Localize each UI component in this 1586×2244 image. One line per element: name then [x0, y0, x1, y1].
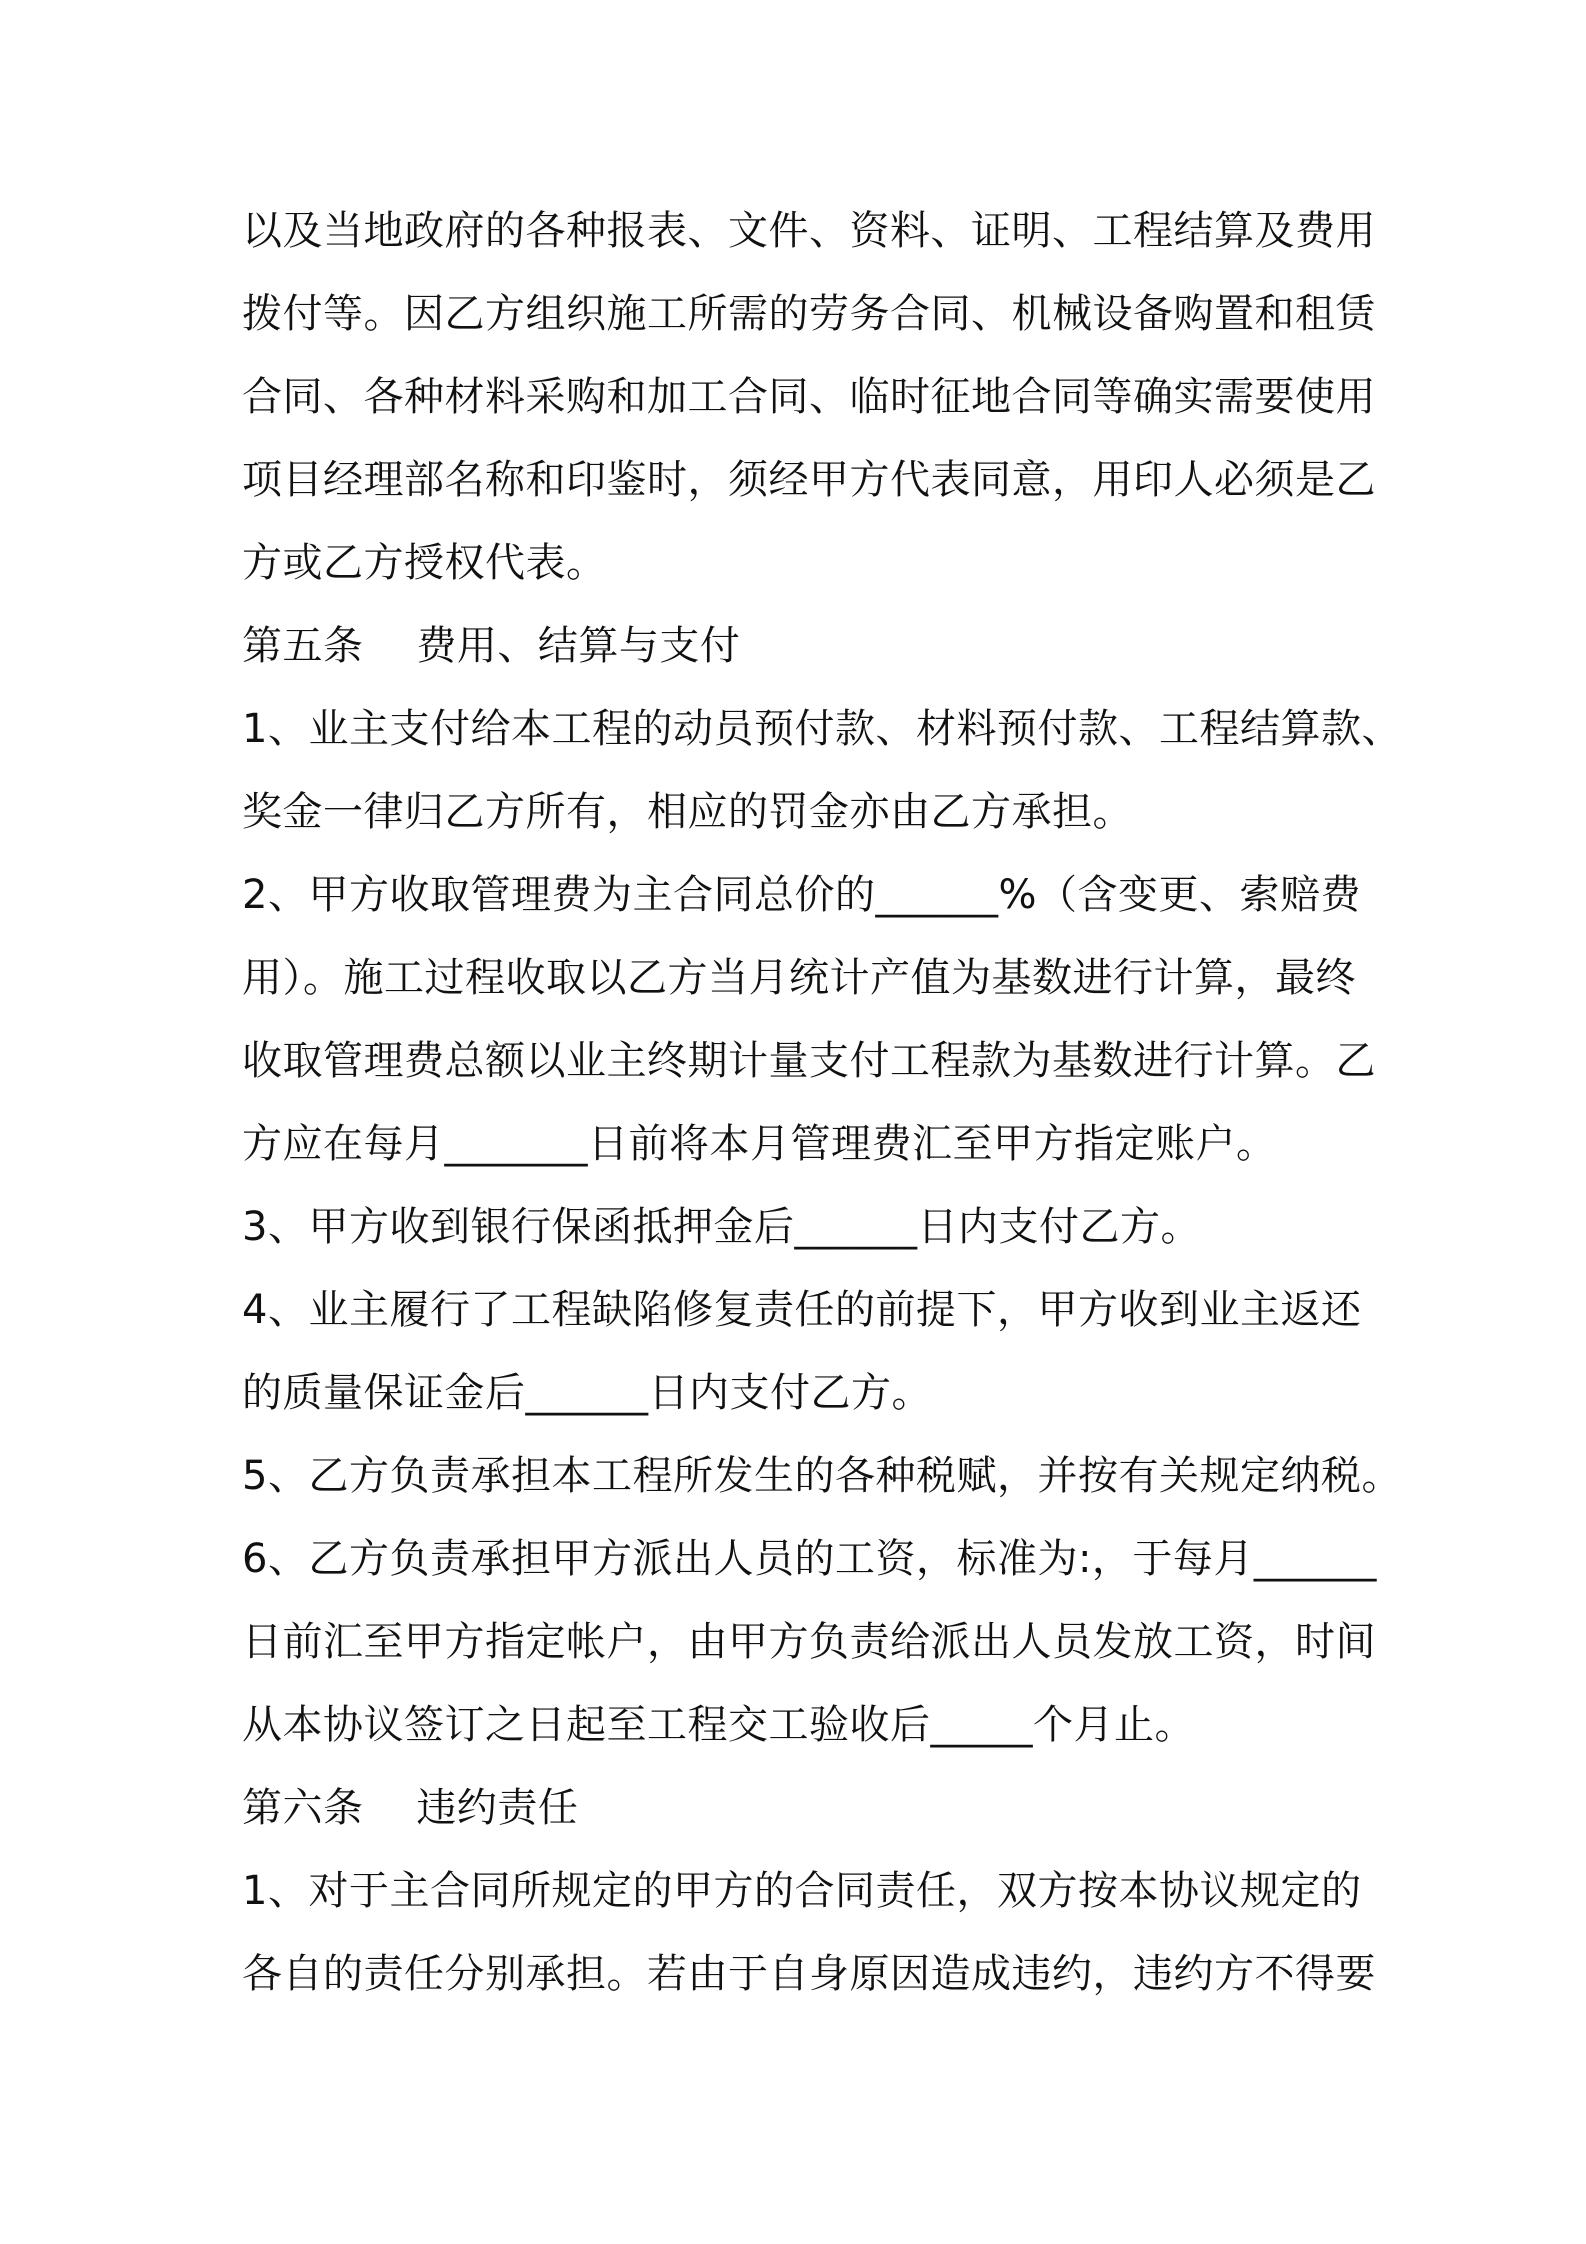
- paragraph-line: 拨付等。因乙方组织施工所需的劳务合同、机械设备购置和租赁: [242, 291, 1376, 337]
- clause-5-6-line: 6、乙方负责承担甲方派出人员的工资，标准为:，于每月______: [242, 1536, 1377, 1582]
- clause-5-6-line: 从本协议签订之日起至工程交工验收后_____个月止。: [242, 1702, 1195, 1748]
- clause-5-4-line: 的质量保证金后______日内支付乙方。: [242, 1370, 932, 1416]
- paragraph-line: 方或乙方授权代表。: [242, 540, 607, 586]
- clause-6-1-line: 1、对于主合同所规定的甲方的合同责任，双方按本协议规定的: [242, 1868, 1362, 1914]
- paragraph-line: 项目经理部名称和印鉴时，须经甲方代表同意，用印人必须是乙: [242, 457, 1376, 503]
- clause-5-4-line: 4、业主履行了工程缺陷修复责任的前提下，甲方收到业主返还: [242, 1287, 1362, 1333]
- section-heading-5: 第五条 费用、结算与支付: [242, 623, 741, 669]
- clause-5-2-line: 2、甲方收取管理费为主合同总价的______%（含变更、索赔费: [242, 872, 1361, 918]
- clause-5-2-line: 方应在每月_______日前将本月管理费汇至甲方指定账户。: [242, 1121, 1277, 1167]
- clause-5-6-line: 日前汇至甲方指定帐户，由甲方负责给派出人员发放工资，时间: [242, 1619, 1376, 1665]
- clause-5-5-line: 5、乙方负责承担本工程所发生的各种税赋，并按有关规定纳税。: [242, 1453, 1402, 1499]
- clause-5-1-line: 1、业主支付给本工程的动员预付款、材料预付款、工程结算款、: [242, 706, 1402, 752]
- document-body: [242, 190, 1402, 2016]
- paragraph-line: 合同、各种材料采购和加工合同、临时征地合同等确实需要使用: [242, 374, 1376, 420]
- clause-5-3-line: 3、甲方收到银行保函抵押金后______日内支付乙方。: [242, 1204, 1201, 1250]
- paragraph-line: 以及当地政府的各种报表、文件、资料、证明、工程结算及费用: [242, 208, 1376, 254]
- clause-5-1-line: 奖金一律归乙方所有，相应的罚金亦由乙方承担。: [242, 789, 1133, 835]
- clause-5-2-line: 收取管理费总额以业主终期计量支付工程款为基数进行计算。乙: [242, 1038, 1376, 1084]
- section-heading-6: 第六条 违约责任: [242, 1785, 579, 1831]
- clause-6-1-line: 各自的责任分别承担。若由于自身原因造成违约，违约方不得要: [242, 1951, 1376, 1997]
- clause-5-2-line: 用）。施工过程收取以乙方当月统计产值为基数进行计算，最终: [242, 955, 1356, 1001]
